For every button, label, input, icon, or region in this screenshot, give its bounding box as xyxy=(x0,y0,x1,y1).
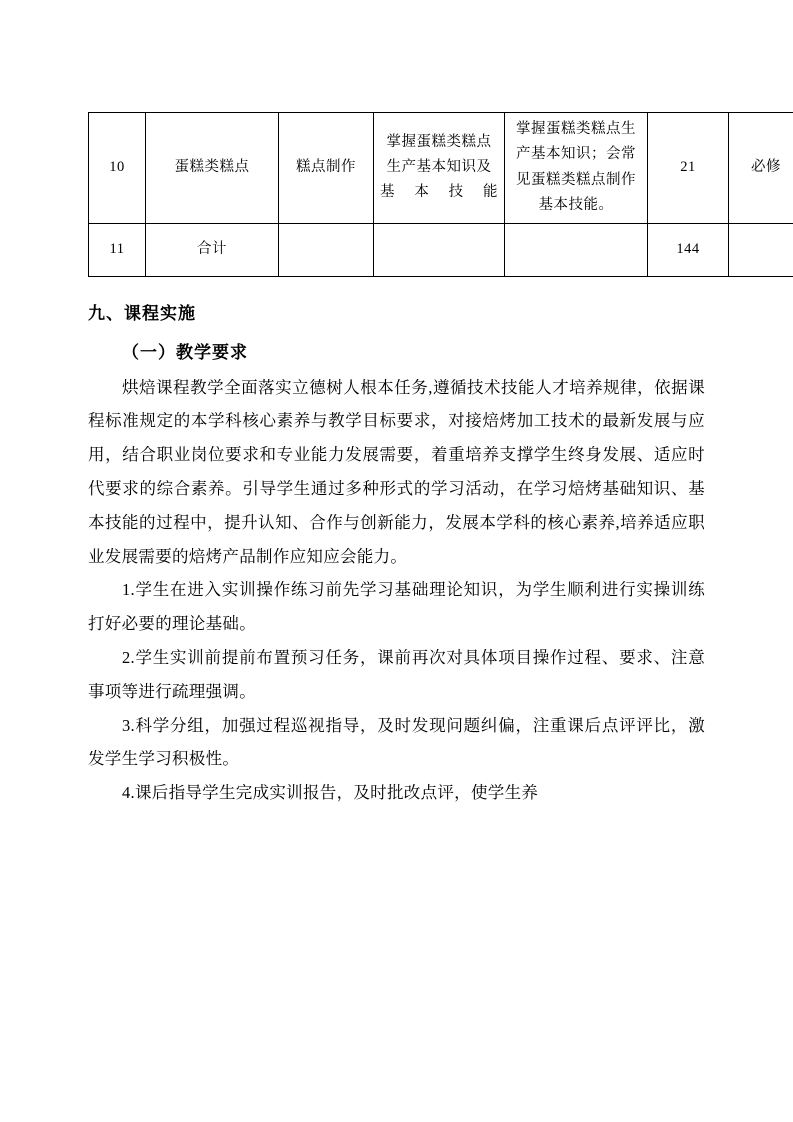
cell-course-type: 必修 xyxy=(729,113,793,224)
paragraph-item-2: 2.学生实训前提前布置预习任务，课前再次对具体项目操作过程、要求、注意事项等进行疏理强调。 xyxy=(88,648,705,701)
paragraph-item-4: 4.课后指导学生完成实训报告，及时批改点评，使学生养 xyxy=(122,783,539,803)
cell-sequence-number: 11 xyxy=(89,223,146,276)
table-row xyxy=(89,113,793,224)
cell-teaching-content: 掌握蛋糕类糕点生产基本知识及基本技能 xyxy=(374,113,505,224)
cell-teaching-requirement xyxy=(505,223,648,276)
course-plan-table xyxy=(88,112,793,277)
cell-module xyxy=(279,223,374,276)
cell-course-name: 蛋糕类糕点 xyxy=(146,113,279,224)
cell-module: 糕点制作 xyxy=(279,113,374,224)
cell-class-hours: 144 xyxy=(648,223,729,276)
section-heading: 九、课程实施 xyxy=(88,303,196,323)
cell-teaching-content xyxy=(374,223,505,276)
paragraph-item-1: 1.学生在进入实训操作练习前先学习基础理论知识，为学生顺利进行实操训练打好必要的理论基础。 xyxy=(88,580,705,634)
paragraph-item-3: 3.科学分组，加强过程巡视指导，及时发现问题纠偏，注重课后点评评比，激发学生学习积极性。 xyxy=(88,715,705,769)
cell-sequence-number: 10 xyxy=(89,113,146,224)
table-row-total xyxy=(89,223,793,276)
cell-class-hours: 21 xyxy=(648,113,729,224)
paragraph-intro: 烘焙课程教学全面落实立德树人根本任务,遵循技术技能人才培养规律，依据课程标准规定的本学科核心素养与教学目标要求，对接焙烤加工技术的最新发展与应用，结合职业岗位要求和专业能力发展需要，着重培养支撑学生终身发展、适应时代要求的综合素养。引导学生通过多种形式的学习活动，在学习焙烤基础知识、基本技能的过程中，提升认知、合作与创新能力，发展本学科的核心素养,培养适应职业发展需要的焙烤产品制作应知应会能力。 xyxy=(88,377,705,566)
cell-teaching-requirement: 掌握蛋糕类糕点生产基本知识；会常见蛋糕类糕点制作基本技能。 xyxy=(505,113,648,224)
cell-course-type xyxy=(729,223,793,276)
subsection-heading: （一）教学要求 xyxy=(122,342,248,362)
cell-course-name: 合计 xyxy=(146,223,279,276)
